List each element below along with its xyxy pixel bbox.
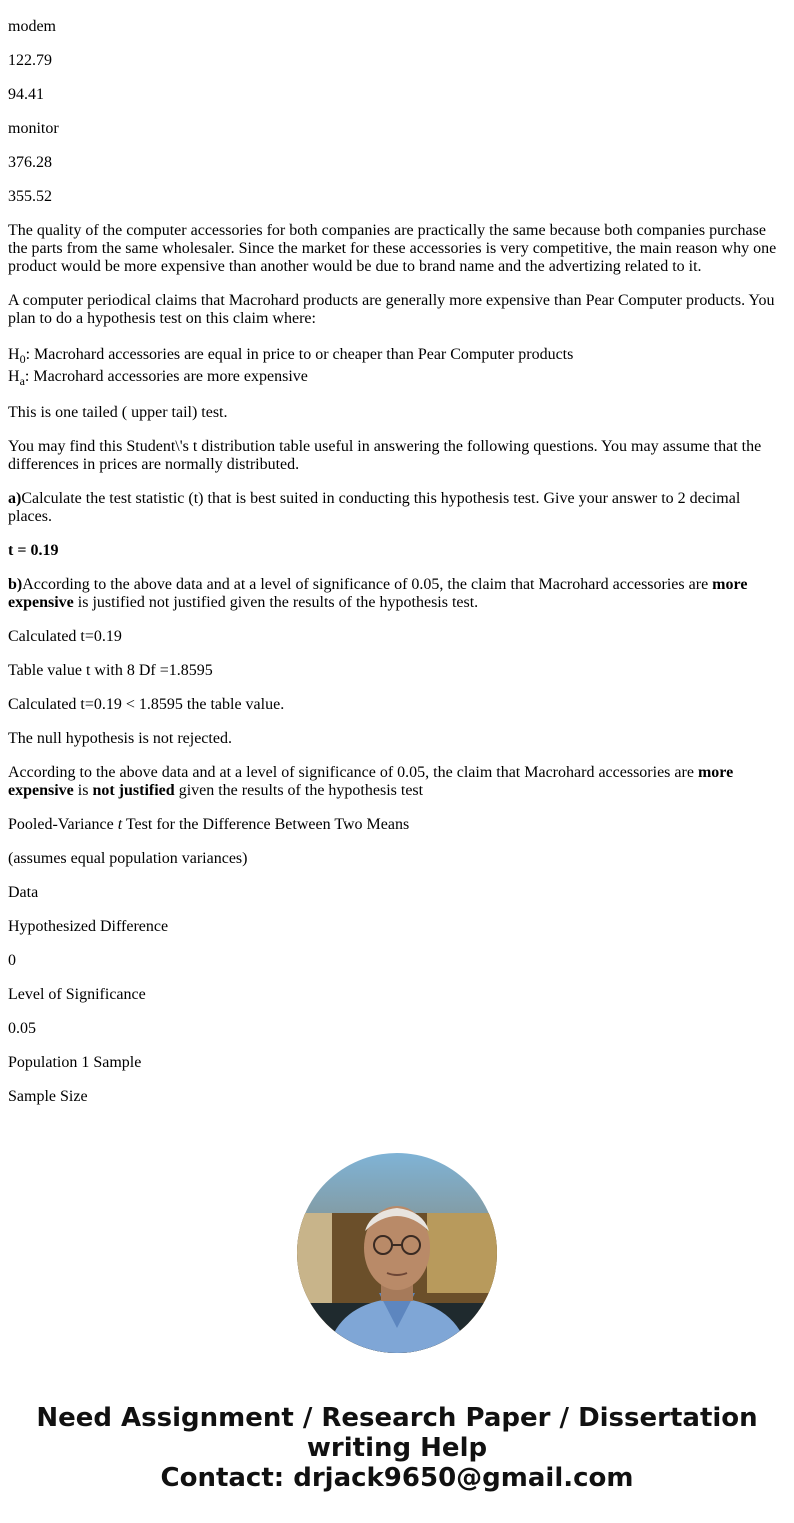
pooled-title: Pooled-Variance t Test for the Difference Between Two Means <box>8 816 410 833</box>
question-b-label: b) <box>8 576 23 593</box>
promo-line: writing Help <box>306 1433 488 1463</box>
document-body <box>8 0 786 1122</box>
data-line: Hypothesized Difference <box>8 918 169 935</box>
avatar-portrait-image <box>297 1153 497 1353</box>
promo-banner <box>0 1403 794 1493</box>
calc-line: The null hypothesis is not rejected. <box>8 730 232 747</box>
h0-line: $H_0$: Macrohard accessories are equal in price to or cheaper than Pear Computer products <box>8 346 574 366</box>
data-line: Population 1 Sample <box>8 1054 142 1071</box>
ha-line: $H_a$: Macrohard accessories are more expensive <box>8 368 308 388</box>
list-value: monitor <box>8 120 59 137</box>
list-value <box>8 0 786 2</box>
data-line: Sample Size <box>8 1088 88 1105</box>
question-a: a)Calculate the test statistic (t) that is best suited in conducting this hypothesis test. Give your answer to 2 decimal places. <box>8 490 741 525</box>
claim-paragraph: A computer periodical claims that Macrohard products are generally more expensive than Pear Computer products. You plan to do a hypothesis test on this claim where: <box>8 292 775 327</box>
table-note: You may find this Student\'s t distribution table useful in answering the following questions. You may assume that the differences in prices are normally distributed. <box>8 438 762 473</box>
hypotheses <box>8 344 786 388</box>
list-value: 122.79 <box>8 52 52 69</box>
tail-text: This is one tailed ( upper tail) test. <box>8 404 228 421</box>
quality-paragraph: The quality of the computer accessories for both companies are practically the same because both companies purchase the parts from the same wholesaler. Since the market for these accessories is very competitive, the main reason why one product would be more expensive than another would be due to brand name and the advertizing related to it. <box>8 222 777 275</box>
avatar <box>297 1153 497 1353</box>
list-value: 355.52 <box>8 188 52 205</box>
calc-line: Calculated t=0.19 < 1.8595 the table value. <box>8 696 285 713</box>
data-line: 0 <box>8 952 16 969</box>
data-line: 0.05 <box>8 1020 36 1037</box>
promo-contact: Contact: drjack9650@gmail.com <box>160 1463 634 1493</box>
question-a-label: a) <box>8 490 22 507</box>
data-line: Data <box>8 884 39 901</box>
conclusion: According to the above data and at a level of significance of 0.05, the claim that Macrohard accessories are more expensive is not justified given the results of the hypothesis test <box>8 764 734 799</box>
list-value: 376.28 <box>8 154 52 171</box>
promo-line: Need Assignment / Research Paper / Dissertation <box>36 1403 758 1433</box>
calc-line: Table value t with 8 Df =1.8595 <box>8 662 213 679</box>
list-value: modem <box>8 18 56 35</box>
data-line: Level of Significance <box>8 986 146 1003</box>
calc-line: Calculated t=0.19 <box>8 628 122 645</box>
t-answer: t = 0.19 <box>8 542 59 559</box>
question-b: b)According to the above data and at a level of significance of 0.05, the claim that Macrohard accessories are more expensive is justified not justified given the results of the hypothesis test. <box>8 576 748 611</box>
data-line: (assumes equal population variances) <box>8 850 248 867</box>
list-value: 94.41 <box>8 86 44 103</box>
